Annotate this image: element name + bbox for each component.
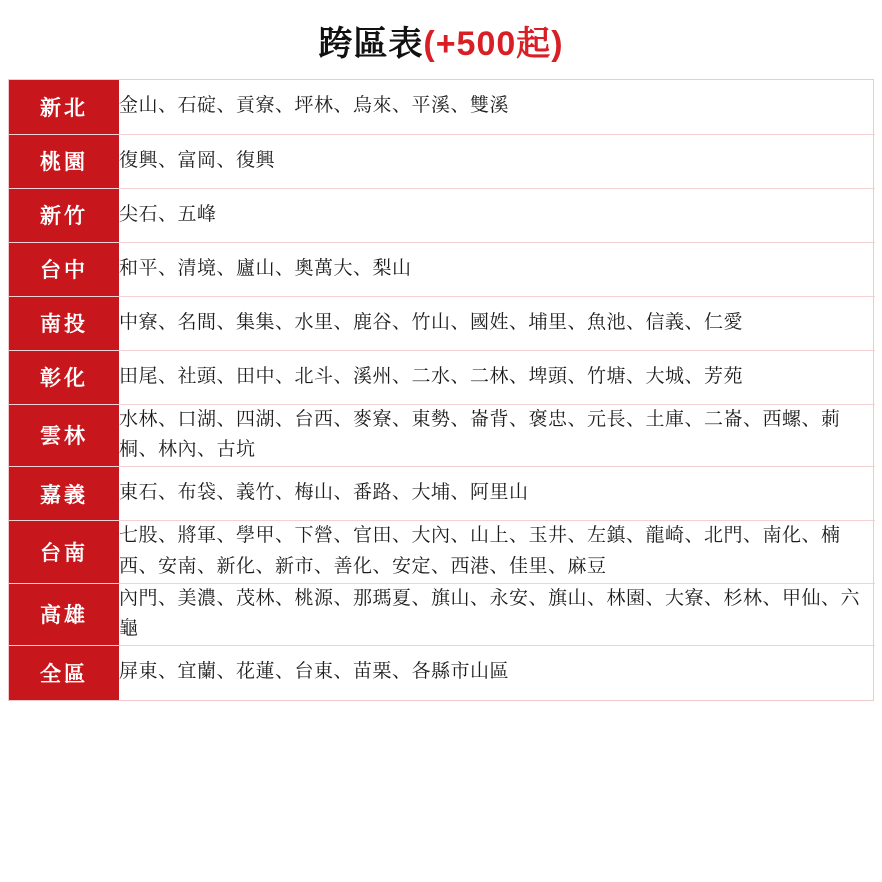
region-label: 新北 [9, 80, 119, 134]
region-label: 南投 [9, 296, 119, 350]
region-areas: 復興、富岡、復興 [119, 134, 875, 188]
region-areas: 和平、清境、廬山、奧萬大、梨山 [119, 242, 875, 296]
region-areas: 東石、布袋、義竹、梅山、番路、大埔、阿里山 [119, 467, 875, 521]
region-areas: 金山、石碇、貢寮、坪林、烏來、平溪、雙溪 [119, 80, 875, 134]
region-label: 彰化 [9, 350, 119, 404]
table-row [9, 188, 875, 242]
page-title-accent: (+500起) [423, 25, 564, 63]
region-areas: 中寮、名間、集集、水里、鹿谷、竹山、國姓、埔里、魚池、信義、仁愛 [119, 296, 875, 350]
region-label: 台南 [9, 521, 119, 584]
table-row [9, 296, 875, 350]
region-label: 台中 [9, 242, 119, 296]
table-row [9, 80, 875, 134]
region-label: 全區 [9, 646, 119, 700]
table-row [9, 350, 875, 404]
table-row [9, 134, 875, 188]
page-title [0, 0, 882, 79]
region-label: 高雄 [9, 583, 119, 646]
region-areas: 七股、將軍、學甲、下營、官田、大內、山上、玉井、左鎮、龍崎、北門、南化、楠西、安南、新化、新市、善化、安定、西港、佳里、麻豆 [119, 521, 875, 584]
region-label: 雲林 [9, 404, 119, 467]
region-areas: 屏東、宜蘭、花蓮、台東、苗栗、各縣市山區 [119, 661, 510, 683]
region-areas: 尖石、五峰 [119, 188, 875, 242]
page-title-main: 跨區表 [318, 25, 424, 63]
table-row [9, 467, 875, 521]
zone-table [9, 80, 875, 700]
region-label: 新竹 [9, 188, 119, 242]
region-areas: 水林、口湖、四湖、台西、麥寮、東勢、崙背、褒忠、元長、土庫、二崙、西螺、莿桐、林內、古坑 [119, 404, 875, 467]
region-label: 桃園 [9, 134, 119, 188]
table-row [9, 242, 875, 296]
table-row [9, 404, 875, 467]
table-row [9, 646, 875, 700]
table-row [9, 521, 875, 584]
zone-table-container [8, 79, 874, 701]
region-label: 嘉義 [9, 467, 119, 521]
region-areas: 內門、美濃、茂林、桃源、那瑪夏、旗山、永安、旗山、林園、大寮、杉林、甲仙、六龜 [119, 583, 875, 646]
table-row [9, 583, 875, 646]
region-areas: 田尾、社頭、田中、北斗、溪州、二水、二林、埤頭、竹塘、大城、芳苑 [119, 350, 875, 404]
